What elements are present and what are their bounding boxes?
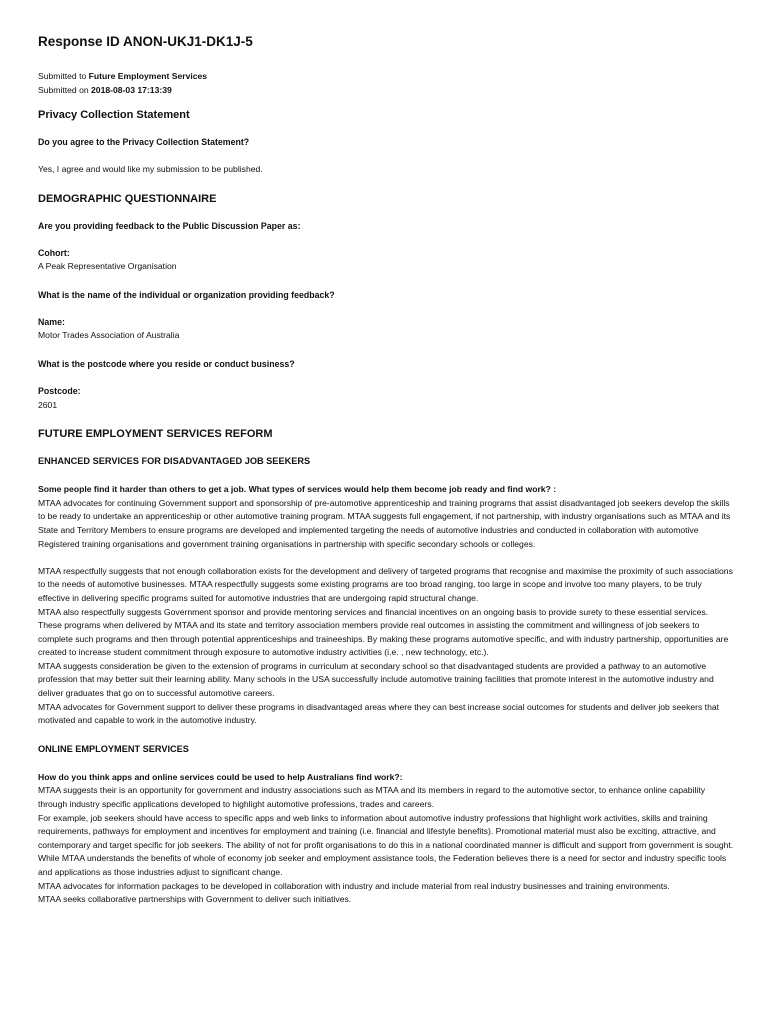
enhanced-paragraph: MTAA respectfully suggests that not enough collaboration exists for the development and delivery of targeted programs that recognise and maximise the proximity of such associations to the needs of automotive businesses. MTAA respectfully suggests some existing programs are too broad ranging, too large in scope and involve too many players, to be truly effective in delivering specific programs suited for automotive industries that are undergoing rapid structural change. [38, 565, 733, 603]
submitted-on-line [38, 83, 734, 97]
reform-heading: FUTURE EMPLOYMENT SERVICES REFORM [38, 428, 273, 441]
postcode-label: Postcode: [38, 385, 81, 396]
privacy-answer: Yes, I agree and would like my submission to be published. [38, 164, 263, 174]
postcode-value: 2601 [38, 399, 58, 410]
enhanced-paragraph: MTAA suggests consideration be given to the extension of programs in curriculum at secondary school so that disadvantaged students are provided a pathway to an automotive profession that may better suit their learning ability. Many schools in the USA successfully include automotive training facilities that promote interest in the automotive industry and deliver graduates that go on to successful automotive careers. [38, 660, 714, 699]
submitted-on-label: Submitted on [38, 85, 89, 95]
name-question: What is the name of the individual or organization providing feedback? [38, 289, 335, 300]
online-paragraph: MTAA advocates for information packages to be developed in collaboration with industry and include material from real industry businesses and training environments. [38, 880, 670, 891]
privacy-question: Do you agree to the Privacy Collection Statement? [38, 137, 250, 147]
enhanced-paragraph: MTAA also respectfully suggests Government sponsor and provide mentoring services and financial incentives on an ongoing basis to provide surety to these essential services. These programs when delivered by MTAA and its state and territory association members provide real outcomes in assisting the commitment and willingness of job seekers to complete such programs and then through potential apprenticeships and traineeships. By making these programs automotive specific, and with industry partnership, opportunities are created to increase student commitment through exposure to automotive industry activities (i.e. , new technology, etc.). [38, 606, 729, 658]
submitted-to-label: Submitted to [38, 71, 87, 81]
enhanced-services-answer [38, 483, 734, 728]
name-field [38, 316, 734, 343]
feedback-as-question: Are you providing feedback to the Public Discussion Paper as: [38, 220, 301, 231]
online-services-answer [38, 771, 734, 907]
submitted-to-value: Future Employment Services [88, 71, 208, 81]
enhanced-services-heading: ENHANCED SERVICES FOR DISADVANTAGED JOB SEEKERS [38, 456, 311, 467]
name-value: Motor Trades Association of Australia [38, 330, 180, 341]
privacy-heading: Privacy Collection Statement [38, 109, 190, 121]
cohort-label: Cohort: [38, 247, 70, 258]
enhanced-paragraph: MTAA advocates for Government support to deliver these programs in disadvantaged areas where they can best increase social outcomes for students and deliver job seekers that motivated and capable to work in the automotive industry. [38, 701, 720, 726]
response-id-title: Response ID ANON-UKJ1-DK1J-5 [38, 34, 253, 49]
demographic-heading: DEMOGRAPHIC QUESTIONNAIRE [38, 192, 217, 205]
submitted-on-value: 2018-08-03 17:13:39 [91, 85, 172, 95]
submitted-to-line [38, 69, 734, 83]
cohort-field [38, 247, 734, 274]
online-paragraph: MTAA seeks collaborative partnerships with Government to deliver such initiatives. [38, 894, 352, 905]
enhanced-services-question: Some people find it harder than others to get a job. What types of services would help them become job ready and find work? : [38, 484, 557, 495]
name-label: Name: [38, 316, 65, 327]
online-services-question: How do you think apps and online services could be used to help Australians find work?: [38, 771, 403, 782]
postcode-field [38, 385, 734, 412]
cohort-value: A Peak Representative Organisation [38, 261, 177, 272]
submission-meta [38, 69, 734, 97]
online-paragraph: For example, job seekers should have access to specific apps and web links to information about automotive industry professions that highlight work activities, skills and training requirements, pathways for employment and incentives for employment and training (i.e. financial and lifestyle benefits). Promotional material must also be exciting, attractive, and contemporary and target specific for job seekers. The ability of not for profit organisations to do this in a national coordinated manner is difficult and support from government is sought. While MTAA understands the benefits of whole of economy job seeker and employment assistance tools, the Federation believes there is a need for sector and industry specific tools and applications as those industries adjust to significant change. [38, 812, 734, 877]
enhanced-paragraph: MTAA advocates for continuing Government support and sponsorship of pre-automotive apprenticeship and training programs that assist disadvantaged job seekers develop the skills to be ready to undertake an apprenticeship or other automotive training program. MTAA suggests full engagement, if not partnership, with industry organisations such as MTAA and its State and Territory Members to ensure programs are developed and implemented targeting the needs of automotive industries and conducted in collaboration with automotive Registered training organisations and government training organisations in partnership with specific secondary schools or colleges. [38, 497, 731, 549]
postcode-question: What is the postcode where you reside or conduct business? [38, 358, 295, 369]
online-services-heading: ONLINE EMPLOYMENT SERVICES [38, 743, 189, 754]
online-paragraph: MTAA suggests their is an opportunity for government and industry associations such as MTAA and its members in regard to the automotive sector, to enhance online capability through industry specific applications developed to highlight automotive professions, trades and careers. [38, 785, 705, 810]
